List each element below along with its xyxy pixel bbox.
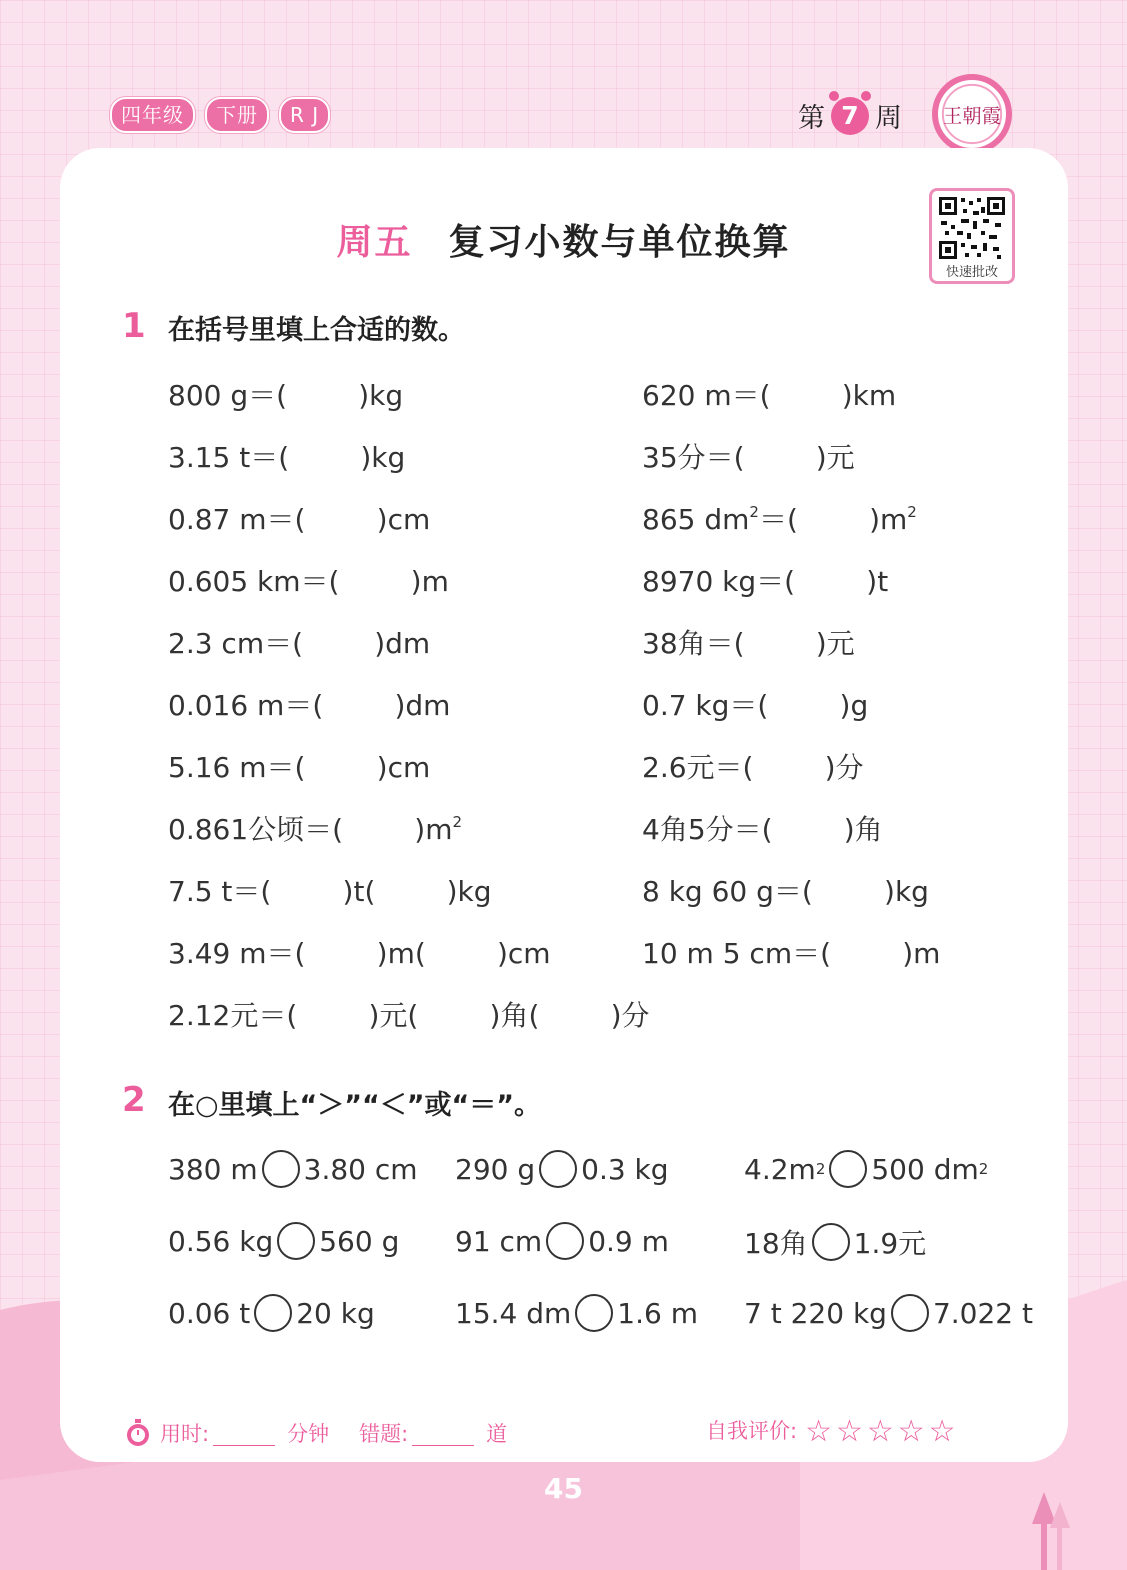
comparison-left: 0.06 t [168, 1296, 251, 1330]
comparison-right: 3.80 cm [303, 1152, 418, 1186]
comparison-item [744, 1150, 988, 1188]
answer-circle[interactable] [277, 1222, 315, 1260]
comparison-right: 0.9 m [588, 1224, 669, 1258]
answer-circle[interactable] [891, 1294, 929, 1332]
conversion-text: 2.6元＝( )分 [642, 751, 864, 784]
time-unit: 分钟 [287, 1422, 330, 1446]
conversion-text: 35分＝( )元 [642, 441, 855, 474]
errors-label: 错题: [359, 1422, 409, 1446]
grade-tags [110, 97, 330, 133]
comparison-left: 91 cm [455, 1224, 543, 1258]
conversion-item [168, 498, 430, 538]
comparison-item [168, 1294, 375, 1332]
conversion-text: 0.016 m＝( )dm [168, 689, 451, 722]
answer-circle[interactable] [812, 1223, 850, 1261]
comparison-right: 500 dm [871, 1152, 979, 1186]
comparison-item [455, 1294, 698, 1332]
conversion-item [642, 808, 883, 848]
comparison-right: 0.3 kg [581, 1152, 669, 1186]
comparison-left: 290 g [455, 1152, 536, 1186]
week-indicator [798, 96, 902, 135]
conversion-text: 7.5 t＝( )t( )kg [168, 875, 492, 908]
errors-unit: 道 [486, 1422, 508, 1446]
answer-circle[interactable] [262, 1150, 300, 1188]
title-topic: 复习小数与单位换算 [448, 222, 791, 263]
week-number-clock-icon: 7 [831, 97, 869, 135]
comparison-left: 0.56 kg [168, 1224, 274, 1258]
comparison-item [168, 1150, 418, 1188]
conversion-text: 0.861公顷＝( )m [168, 813, 453, 846]
grade-tag: 四年级 [110, 97, 195, 133]
comparison-item [455, 1222, 669, 1260]
page-number: 45 [544, 1472, 583, 1505]
svg-text:王朝霞: 王朝霞 [942, 104, 1002, 128]
conversion-item [168, 684, 450, 724]
conversion-text: ＝( )m [758, 503, 908, 536]
conversion-item [642, 374, 896, 414]
conversion-item [168, 994, 650, 1034]
conversion-item [642, 932, 940, 972]
conversion-text: 2.12元＝( )元( )角( )分 [168, 999, 650, 1032]
conversion-text: 0.7 kg＝( )g [642, 689, 869, 722]
brand-logo [932, 74, 1012, 154]
conversion-item [168, 560, 449, 600]
brand-seal-icon [938, 79, 1006, 149]
answer-circle[interactable] [546, 1222, 584, 1260]
comparison-left: 380 m [168, 1152, 258, 1186]
comparison-left: 7 t 220 kg [744, 1296, 887, 1330]
arrow-decoration-icon [1028, 1490, 1078, 1570]
errors-blank[interactable] [412, 1445, 474, 1446]
superscript: 2 [749, 503, 759, 521]
footer-time-errors [124, 1418, 507, 1448]
comparison-right: 560 g [319, 1224, 400, 1258]
section-1-title: 在括号里填上合适的数。 [168, 315, 465, 346]
conversion-text: 865 dm [642, 503, 750, 536]
rating-stars[interactable]: ☆☆☆☆☆ [805, 1414, 960, 1449]
superscript: 2 [978, 1160, 989, 1178]
superscript: 2 [815, 1160, 826, 1178]
conversion-text: 3.15 t＝( )kg [168, 441, 406, 474]
superscript: 2 [452, 813, 463, 831]
section-2-title: 在○里填上“＞”“＜”或“＝”。 [168, 1090, 542, 1121]
conversion-text: 3.49 m＝( )m( )cm [168, 937, 551, 970]
time-label: 用时: [160, 1422, 210, 1446]
conversion-text: 5.16 m＝( )cm [168, 751, 431, 784]
time-blank[interactable] [213, 1445, 275, 1446]
answer-circle[interactable] [254, 1294, 292, 1332]
conversion-text: 800 g＝( )kg [168, 379, 404, 412]
comparison-item [168, 1222, 399, 1260]
conversion-item [642, 684, 868, 724]
comparison-right: 7.022 t [932, 1296, 1033, 1330]
comparison-left: 4.2m [744, 1152, 816, 1186]
answer-circle[interactable] [829, 1150, 867, 1188]
section-2-number: 2 [122, 1080, 146, 1120]
comparison-item [744, 1222, 926, 1262]
comparison-left: 15.4 dm [455, 1296, 572, 1330]
answer-circle[interactable] [575, 1294, 613, 1332]
conversion-text: 2.3 cm＝( )dm [168, 627, 431, 660]
conversion-text: 10 m 5 cm＝( )m [642, 937, 941, 970]
conversion-text: 8970 kg＝( )t [642, 565, 889, 598]
stopwatch-icon [124, 1418, 152, 1448]
title-day: 周五 [336, 222, 413, 263]
conversion-item [642, 870, 929, 910]
comparison-right: 1.9元 [853, 1227, 927, 1260]
conversion-text: 0.87 m＝( )cm [168, 503, 431, 536]
conversion-item [168, 622, 430, 662]
conversion-item [168, 374, 403, 414]
qr-code[interactable] [929, 188, 1015, 284]
week-prefix: 第 [798, 103, 825, 134]
footer-self-evaluation [706, 1414, 960, 1449]
self-eval-label: 自我评价: [706, 1419, 798, 1443]
conversion-item [168, 808, 462, 848]
qr-caption: 快速批改 [945, 265, 998, 280]
conversion-text: 0.605 km＝( )m [168, 565, 449, 598]
conversion-item [168, 746, 430, 786]
conversion-item [642, 746, 864, 786]
comparison-item [455, 1150, 669, 1188]
conversion-item [168, 436, 405, 476]
comparison-right: 1.6 m [617, 1296, 699, 1330]
conversion-text: 4角5分＝( )角 [642, 813, 883, 846]
conversion-item [168, 870, 491, 910]
comparison-item [744, 1294, 1033, 1332]
comparison-left: 18角 [744, 1227, 808, 1260]
conversion-text: 8 kg 60 g＝( )kg [642, 875, 929, 908]
conversion-item [168, 932, 551, 972]
conversion-item [642, 560, 888, 600]
volume-tag: 下册 [205, 97, 269, 133]
conversion-item [642, 498, 917, 538]
conversion-text: 38角＝( )元 [642, 627, 855, 660]
conversion-item [642, 622, 855, 662]
edition-tag: R J [279, 97, 330, 133]
conversion-item [642, 436, 855, 476]
comparison-right: 20 kg [296, 1296, 375, 1330]
answer-circle[interactable] [539, 1150, 577, 1188]
week-suffix: 周 [875, 103, 902, 134]
qr-code-icon [937, 195, 1007, 261]
conversion-text: 620 m＝( )km [642, 379, 897, 412]
superscript: 2 [907, 503, 917, 521]
section-1-number: 1 [122, 306, 146, 346]
